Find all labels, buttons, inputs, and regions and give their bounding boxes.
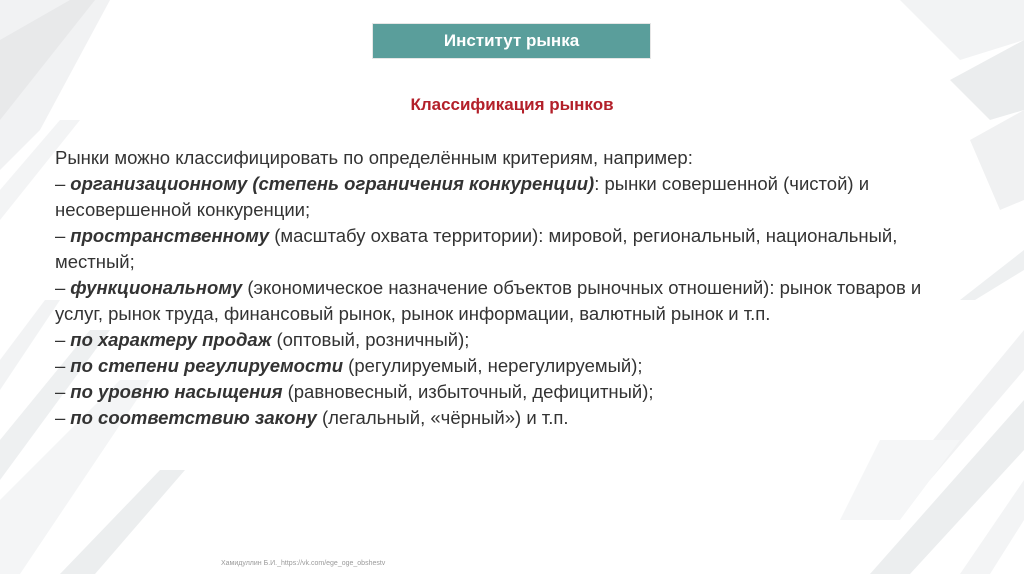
dash: –	[55, 225, 66, 246]
criterion-line	[55, 379, 995, 405]
criterion-term: пространственному	[70, 225, 270, 246]
criterion-line	[55, 327, 995, 353]
criterion-term: организационному (степень ограничения конкуренции)	[70, 173, 595, 194]
criterion-term: по уровню насыщения	[70, 381, 283, 402]
slide-title	[373, 24, 650, 58]
slide-title-text: Институт рынка	[443, 31, 580, 50]
criterion-detail: (регулируемый, нерегулируемый);	[343, 355, 643, 376]
criterion-line	[55, 171, 995, 197]
criterion-term: по степени регулируемости	[70, 355, 344, 376]
criterion-continuation: услуг, рынок труда, финансовый рынок, рынок информации, валютный рынок и т.п.	[55, 303, 771, 324]
criterion-detail: (экономическое назначение объектов рыночных отношений): рынок товаров и	[242, 277, 922, 298]
dash: –	[55, 329, 66, 350]
criterion-line	[55, 223, 995, 249]
dash: –	[55, 277, 66, 298]
criterion-continuation: несовершенной конкуренции;	[55, 199, 311, 220]
criterion-term: функциональному	[70, 277, 243, 298]
intro-line: Рынки можно классифицировать по определённым критериям, например:	[55, 147, 693, 168]
slide-body	[55, 145, 995, 431]
dash: –	[55, 355, 66, 376]
criterion-detail: (равновесный, избыточный, дефицитный);	[282, 381, 654, 402]
criterion-term: по соответствию закону	[70, 407, 317, 428]
criterion-line	[55, 405, 995, 431]
criterion-line	[55, 275, 995, 301]
criterion-detail: (легальный, «чёрный») и т.п.	[316, 407, 569, 428]
criterion-line	[55, 353, 995, 379]
slide-subtitle: Классификация рынков	[410, 95, 614, 114]
dash: –	[55, 381, 66, 402]
footer-credit: Хамидуллин Б.И._https://vk.com/ege_oge_obshestv	[221, 560, 386, 567]
criterion-detail: (масштабу охвата территории): мировой, региональный, национальный,	[269, 225, 898, 246]
criterion-detail: (оптовый, розничный);	[271, 329, 470, 350]
dash: –	[55, 173, 66, 194]
dash: –	[55, 407, 66, 428]
criterion-detail: : рынки совершенной (чистой) и	[594, 173, 870, 194]
criterion-continuation: местный;	[55, 251, 135, 272]
criterion-term: по характеру продаж	[70, 329, 272, 350]
